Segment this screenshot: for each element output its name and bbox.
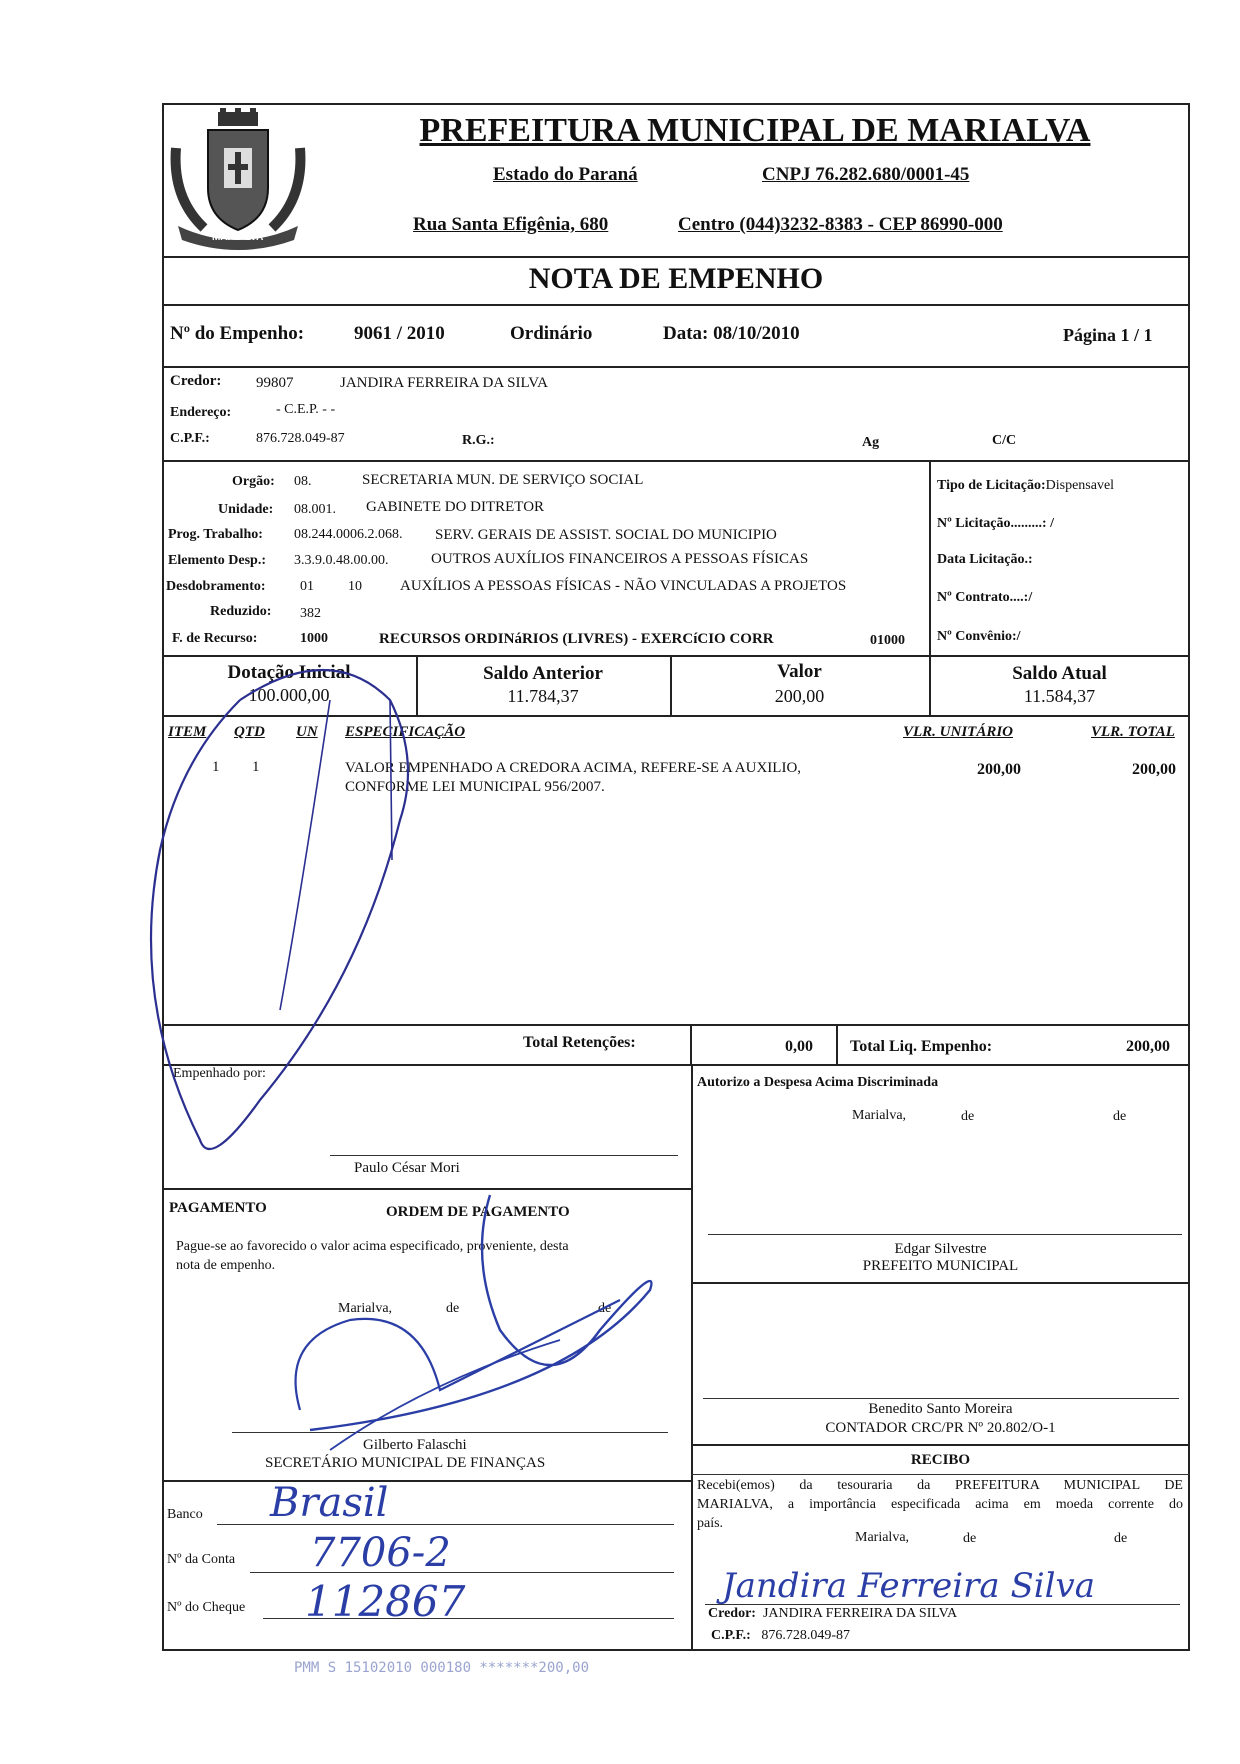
unidade-label: Unidade: [218,502,274,517]
prefeito-name: Edgar Silvestre [894,1241,987,1257]
prog-label: Prog. Trabalho: [168,527,263,542]
recibo-text-2: MARIALVA, a importância especificada acima em moeda corrente do [697,1497,1183,1512]
autorizo-de-2: de [1113,1109,1127,1124]
col-header-un: UN [296,724,318,740]
recibo-credor [708,1606,957,1622]
row-qtd: 1 [252,759,260,775]
recurso-label: F. de Recurso: [172,631,258,646]
document-title: NOTA DE EMPENHO [528,262,824,295]
contador-name: Benedito Santo Moreira [868,1401,1013,1417]
prog-desc: SERV. GERAIS DE ASSIST. SOCIAL DO MUNICIPIO [435,527,777,543]
pagamento-de-1: de [446,1301,460,1316]
empenho-number-label: Nº do Empenho: [170,323,305,344]
prefeito-role: PREFEITO MUNICIPAL [862,1258,1019,1274]
row-desc-line-2: CONFORME LEI MUNICIPAL 956/2007. [345,779,605,795]
cpf-value: 876.728.049-87 [256,431,345,446]
rg-label: R.G.: [462,433,495,448]
orgao-label: Orgão: [232,474,275,489]
contact-info: Centro (044)3232-8383 - CEP 86990-000 [678,214,1003,235]
autorizo-place: Marialva, [852,1108,907,1123]
unidade-code: 08.001. [294,502,336,517]
col-header-item: ITEM [168,724,207,740]
saldo-anterior-value: 11.784,37 [507,686,579,706]
col-header-unit-value: VLR. UNITÁRIO [903,724,1014,740]
recibo-cpf [711,1628,850,1644]
recibo-de-2: de [1114,1531,1128,1546]
credor-code: 99807 [256,375,294,391]
saldo-anterior-label: Saldo Anterior [483,663,603,684]
pagamento-de-2: de [598,1301,612,1316]
pagamento-place: Marialva, [338,1301,393,1316]
desdobramento-desc: AUXÍLIOS A PESSOAS FÍSICAS - NÃO VINCULADAS A PROJETOS [400,578,847,594]
address: Rua Santa Efigênia, 680 [413,214,609,235]
recibo-place: Marialva, [855,1530,910,1545]
recurso-desc: RECURSOS ORDINáRIOS (LIVRES) - EXERCíCIO CORR [379,631,774,647]
credor-signature: Jandira Ferreira Silva [722,1566,1095,1606]
ordem-pagamento-label: ORDEM DE PAGAMENTO [386,1204,570,1220]
autorizo-label: Autorizo a Despesa Acima Discriminada [697,1075,939,1090]
recibo-text-1: Recebi(emos) da tesouraria da PREFEITURA MUNICIPAL DE [697,1478,1183,1493]
recurso-code-2: 01000 [870,633,905,648]
cash-register-stamp: PMM S 15102010 000180 *******200,00 [294,1660,590,1676]
row-total-value: 200,00 [1132,761,1176,778]
credor-name: JANDIRA FERREIRA DA SILVA [340,375,548,391]
cnpj: CNPJ 76.282.680/0001-45 [762,164,970,185]
city-crest [168,108,308,256]
tipo-licitacao-value: Dispensavel [1045,478,1115,493]
recurso-code: 1000 [300,631,328,646]
elemento-code: 3.3.9.0.48.00.00. [294,553,389,568]
empenho-date: Data: 08/10/2010 [663,323,800,344]
licitacao-date: Data Licitação.: [937,552,1033,567]
recibo-label: RECIBO [910,1452,971,1468]
ag-label: Ag [862,435,880,450]
empenho-type: Ordinário [510,323,593,344]
reduzido-value: 382 [300,606,321,621]
secretario-name: Gilberto Falaschi [363,1437,467,1453]
orgao-code: 08. [294,474,312,489]
state-name: Estado do Paraná [493,164,638,185]
row-desc-line-1: VALOR EMPENHADO A CREDORA ACIMA, REFERE-SE A AUXILIO, [345,760,802,776]
dotacao-value: 100.000,00 [248,685,330,705]
tipo-licitacao-label: Tipo de Licitação: [937,478,1046,493]
liq-empenho-value: 200,00 [1126,1038,1170,1055]
dotacao-label: Dotação Inicial [227,662,351,683]
orgao-desc: SECRETARIA MUN. DE SERVIÇO SOCIAL [362,472,644,488]
banco-handwritten: Brasil [270,1480,389,1526]
prog-code: 08.244.0006.2.068. [294,527,403,542]
elemento-label: Elemento Desp.: [168,553,266,568]
saldo-atual-value: 11.584,37 [1023,686,1096,706]
recibo-credor-label: Credor: [708,1606,756,1621]
recibo-cpf-value: 876.728.049-87 [761,1628,850,1643]
desdobramento-label: Desdobramento: [166,579,266,594]
contador-role: CONTADOR CRC/PR Nº 20.802/O-1 [825,1420,1056,1436]
contrato-number: Nº Contrato....:/ [937,590,1033,605]
desdobramento-code-2: 10 [348,579,362,594]
empenhado-name: Paulo César Mori [354,1160,460,1176]
credor-label: Credor: [170,373,222,389]
tipo-licitacao [937,478,1114,494]
valor-value: 200,00 [774,686,825,706]
banco-label: Banco [167,1507,203,1522]
recibo-cpf-label: C.P.F.: [711,1628,751,1643]
empenho-number: 9061 / 2010 [354,323,445,344]
row-item: 1 [212,759,220,775]
conta-handwritten: 7706-2 [310,1530,451,1576]
liq-empenho-label: Total Liq. Empenho: [850,1038,993,1055]
unidade-desc: GABINETE DO DITRETOR [366,499,545,515]
cc-label: C/C [992,433,1017,448]
convenio-number: Nº Convênio:/ [937,629,1021,644]
valor-label: Valor [777,661,822,682]
col-header-especificacao: ESPECIFICAÇÃO [345,724,466,740]
endereco-label: Endereço: [170,405,232,420]
row-unit-value: 200,00 [977,761,1021,778]
secretario-role: SECRETÁRIO MUNICIPAL DE FINANÇAS [265,1455,546,1471]
pagamento-text-1: Pague-se ao favorecido o valor acima especificado, proveniente, desta [176,1239,569,1254]
reduzido-label: Reduzido: [210,604,272,619]
retencoes-value: 0,00 [785,1038,813,1055]
page-title: PREFEITURA MUNICIPAL DE MARIALVA [419,112,1091,149]
col-header-qtd: QTD [234,724,265,740]
page-number: Página 1 / 1 [1063,325,1153,345]
pagamento-label: PAGAMENTO [169,1200,267,1216]
cheque-label: Nº do Cheque [167,1600,246,1615]
recibo-de-1: de [963,1531,977,1546]
elemento-desc: OUTROS AUXÍLIOS FINANCEIROS A PESSOAS FÍSICAS [431,551,809,567]
licitacao-number: Nº Licitação.........: / [937,516,1054,531]
conta-label: Nº da Conta [167,1552,236,1567]
empenhado-label: Empenhado por: [173,1066,266,1081]
saldo-atual-label: Saldo Atual [1012,663,1107,684]
retencoes-label: Total Retenções: [523,1034,636,1051]
desdobramento-code-1: 01 [300,579,314,594]
col-header-total-value: VLR. TOTAL [1091,724,1175,740]
endereco-value: - C.E.P. - - [276,402,336,417]
autorizo-de-1: de [961,1109,975,1124]
crest-banner-text: MARIALVA [212,232,264,243]
pagamento-text-2: nota de empenho. [176,1258,276,1273]
cpf-label: C.P.F.: [170,431,210,446]
recibo-text-3: país. [697,1516,724,1531]
cheque-handwritten: 112867 [305,1577,466,1626]
recibo-credor-name: JANDIRA FERREIRA DA SILVA [762,1606,958,1621]
